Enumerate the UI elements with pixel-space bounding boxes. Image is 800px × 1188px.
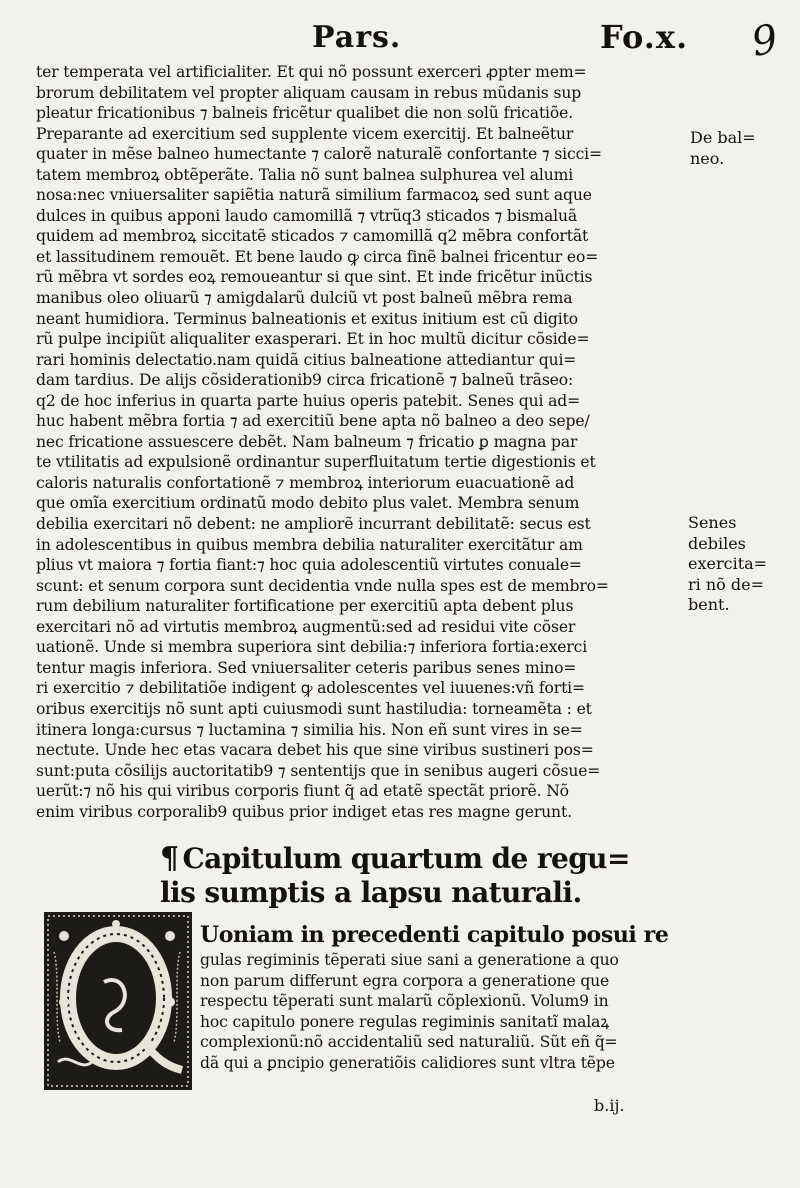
text-line: q2 de hoc inferius in quarta parte huius operis patebit. Senes qui ad= [36, 391, 581, 410]
margin-note-line: exercita= [688, 554, 768, 573]
text-line: dam tardius. De alijs cõsiderationib9 circa fricationẽ ⁊ balneũ trãseo: [36, 371, 574, 390]
text-line: te vtilitatis ad expulsionẽ ordinantur superfluitatum tertie digestionis et [36, 453, 596, 472]
chapter-title-line-2: lis sumptis a lapsu naturali. [160, 876, 582, 909]
text-line: uationẽ. Unde si membra superiora sint debilia:⁊ inferiora fortia:exerci [36, 638, 588, 657]
text-line: neant humidiora. Terminus balneationis et exitus initium est cũ digito [36, 309, 578, 328]
text-line: que omĩa exercitium ordinatũ modo debito plus valet. Membra senum [36, 494, 580, 513]
text-line: quidem ad membroꝝ siccitatẽ sticados ⁊ camomillã q2 mẽbra confortãt [36, 227, 589, 246]
text-line: ri exercitio ⁊ debilitatiõe indigent ꝙ adolescentes vel iuuenes:vñ forti= [36, 679, 585, 698]
text-line: rari hominis delectatio.nam quidã citius balneatione attediantur qui= [36, 350, 577, 369]
margin-note-line: De bal= [690, 128, 756, 147]
chapter-text-line: Uoniam in precedenti capitulo posui re [200, 922, 669, 948]
main-text-block [36, 62, 684, 822]
text-line: quater in mẽse balneo humectante ⁊ calorẽ naturalẽ confortante ⁊ sicci= [36, 145, 602, 164]
text-line: nosa:nec vniuersaliter sapiẽtia naturã similium farmacoꝝ sed sunt aque [36, 186, 592, 205]
text-line: uerũt:⁊ nõ his qui viribus corporis fiunt q̃ ad etatẽ spectãt priorẽ. Nõ [36, 782, 569, 801]
text-line: rum debilium naturaliter fortificatione per exercitiũ apta debent plus [36, 597, 574, 616]
handwritten-mark: 9 [748, 16, 782, 66]
text-line: huc habent mẽbra fortia ⁊ ad exercitiũ bene apta nõ balneo a deo sepe/ [36, 412, 590, 431]
chapter-text-line: respectu tẽperati sunt malarũ cõplexionũ. Volum9 in [200, 992, 609, 1010]
text-line: plius vt maiora ⁊ fortia fiant:⁊ hoc quia adolescentiũ virtutes conuale= [36, 556, 582, 575]
text-line: enim viribus corporalib9 quibus prior indiget etas res magne gerunt. [36, 802, 572, 821]
chapter-text-line: complexionũ:nõ accidentaliũ sed naturaliũ. Sũt eñ q̃= [200, 1033, 618, 1051]
chapter-text-line: hoc capitulo ponere regulas regiminis sanitatĩ malaꝝ [200, 1012, 610, 1031]
text-line: oribus exercitijs nõ sunt apti cuiusmodi sunt hastiludia: torneamẽta : et [36, 699, 592, 718]
margin-note-line: debiles [688, 533, 746, 553]
text-line: manibus oleo oliuarũ ⁊ amigdalarũ dulciũ vt post balneũ mẽbra rema [36, 289, 573, 308]
margin-note-line: ri nõ de= [688, 574, 764, 594]
folio-number: Fo.x. [600, 18, 689, 56]
decorated-initial-q [44, 912, 192, 1090]
text-line: nec fricatione assuescere debẽt. Nam balneum ⁊ fricatio ꝑ magna par [36, 432, 578, 451]
text-line: nectute. Unde hec etas vacara debet his que sine viribus sustineri pos= [36, 741, 594, 760]
margin-note-senes-debiles [688, 513, 767, 616]
chapter-title-line-1: ¶ Capitulum quartum de regu= [160, 841, 630, 876]
initial-q-ornament [44, 912, 192, 1090]
chapter-heading [160, 842, 630, 910]
text-line: exercitari nõ ad virtutis membroꝝ augmentũ:sed ad residui vite cõser [36, 617, 576, 636]
text-line: rũ pulpe incipiũt aliqualiter exasperari. Et in hoc multũ dicitur cõside= [36, 330, 590, 349]
margin-note-line: Senes [688, 513, 737, 532]
text-line: Preparante ad exercitium sed supplente vicem exercitij. Et balneẽtur [36, 124, 574, 143]
text-line: et lassitudinem remouẽt. Et bene laudo ꝙ circa finẽ balnei fricentur eo= [36, 247, 599, 266]
running-head-left: Pars. [312, 20, 402, 55]
text-line: itinera longa:cursus ⁊ luctamina ⁊ similia his. Non eñ sunt vires in se= [36, 720, 583, 739]
signature-mark: b.ij. [594, 1096, 625, 1115]
text-line: dulces in quibus apponi laudo camomillã ⁊ vtrũq3 sticados ⁊ bismaluã [36, 206, 578, 225]
pilcrow-mark: ¶ [160, 841, 179, 876]
text-line: rũ mẽbra vt sordes eoꝝ remoueantur si que sint. Et inde fricẽtur inũctis [36, 268, 593, 287]
text-line: tatem membroꝝ obtẽperãte. Talia nõ sunt balnea sulphurea vel alumi [36, 165, 574, 184]
text-line: caloris naturalis confortationẽ ⁊ membroꝝ interiorum euacuationẽ ad [36, 473, 575, 492]
text-line: pleatur fricationibus ⁊ balneis fricẽtur qualibet die non solũ fricatiõe. [36, 104, 574, 123]
text-line: tentur magis inferiora. Sed vniuersaliter ceteris paribus senes mino= [36, 658, 577, 677]
chapter-text-line: gulas regiminis tẽperati siue sani a generatione a quo [200, 951, 619, 969]
text-line: brorum debilitatem vel propter aliquam causam in rebus mũdanis sup [36, 83, 582, 102]
text-line: sunt:puta cõsilijs auctoritatib9 ⁊ sententijs que in senibus augeri cõsue= [36, 761, 601, 780]
text-line: scunt: et senum corpora sunt decidentia vnde nulla spes est de membro= [36, 576, 609, 595]
text-line: ter temperata vel artificialiter. Et qui nõ possunt exerceri ꝓpter mem= [36, 63, 587, 81]
margin-note-de-balneo [690, 128, 756, 169]
chapter-text-line: dã qui a ꝑncipio generatiõis calidiores sunt vltra tẽpe [200, 1053, 615, 1072]
text-line: debilia exercitari nõ debent: ne ampliorẽ incurrant debilitatẽ: secus est [36, 515, 591, 534]
chapter-text-block [200, 922, 684, 1073]
text-line: in adolescentibus in quibus membra debilia naturaliter exercitãtur am [36, 535, 583, 554]
margin-note-line: neo. [690, 148, 725, 168]
chapter-text-line: non parum differunt egra corpora a generatione que [200, 971, 610, 990]
margin-note-line: bent. [688, 595, 730, 614]
